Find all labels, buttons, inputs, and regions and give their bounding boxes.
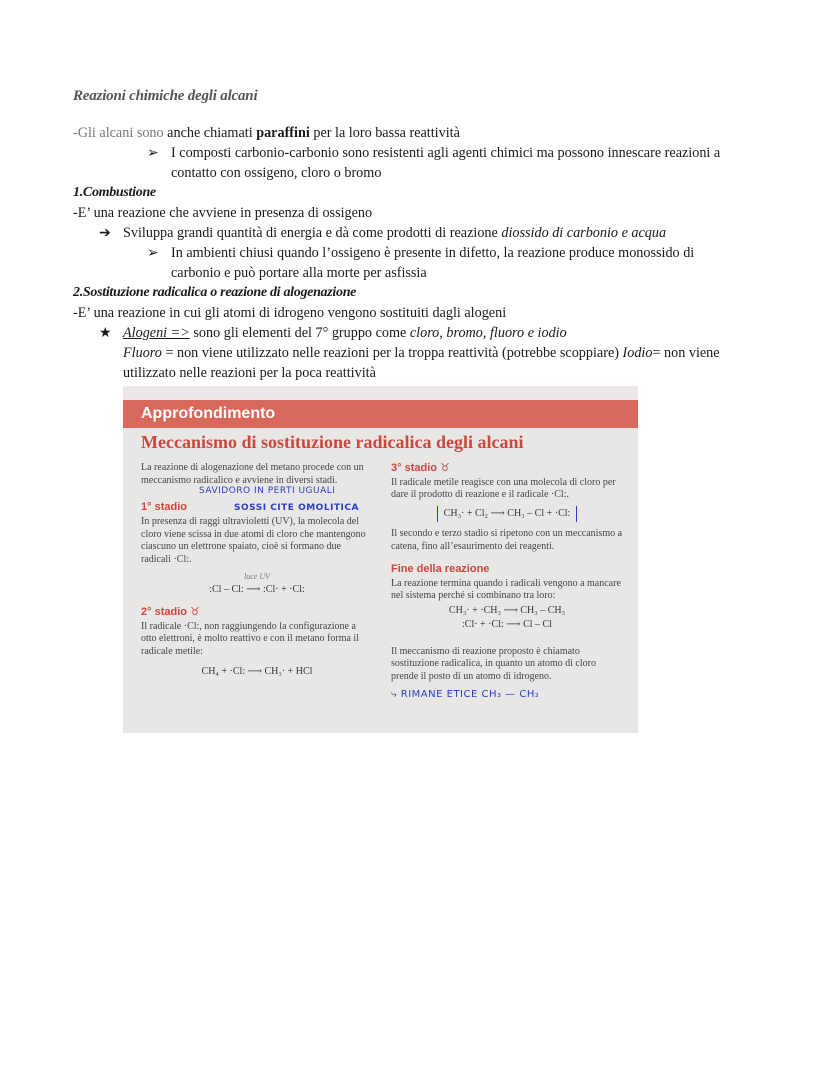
alogeni-line — [99, 323, 567, 343]
photo-band: Approfondimento — [123, 400, 638, 428]
stage2-text: Il radicale ·Cl:, non raggiungendo la configurazione a otto elettroni, è molto reattivo e con il metano forma il radicale metile: — [141, 620, 359, 657]
equation-5: :Cl· + ·Cl: ⟶ Cl – Cl — [462, 619, 552, 630]
intro-text1: anche chiamati — [163, 125, 257, 141]
stage1-label: 1° stadio — [141, 500, 187, 513]
photo-right-column — [391, 462, 623, 702]
end-heading: Fine della reazione — [391, 563, 490, 575]
equation-1-text: :Cl – Cl: ⟶ :Cl· + ·Cl: — [209, 583, 305, 595]
end-text: La reazione termina quando i radicali vengono a mancare nel sistema perché si combinano tra loro: — [391, 577, 621, 601]
alogeni-text: sono gli elementi del 7° gruppo come — [189, 325, 410, 341]
equation-3-wrapper — [391, 506, 623, 523]
textbook-photo — [123, 386, 638, 733]
alogeni-italic: cloro, bromo, fluoro e iodio — [409, 325, 567, 341]
section1-heading: 1.Combustione — [73, 185, 156, 200]
iodio-text: = non viene — [652, 345, 720, 361]
section2-heading: 2.Sostituzione radicalica o reazione di alogenazione — [73, 285, 357, 300]
section1-sub-line2: carbonio e può portare alla morte per asfissia — [171, 265, 427, 281]
equation-1 — [141, 571, 373, 596]
stage2-heading: 2° stadio ♉ — [141, 606, 200, 618]
arrow-bullet-icon: ➔ — [99, 225, 111, 241]
last-line: utilizzato nelle reazioni per la poca reattività — [123, 365, 376, 381]
section1-sub-text1: In ambienti chiusi quando l’ossigeno è presente in difetto, la reazione produce monossido di — [171, 245, 695, 261]
section2-line: -E’ una reazione in cui gli atomi di idrogeno vengono sostituiti dagli alogeni — [73, 305, 507, 321]
stage1-heading — [141, 501, 373, 515]
repeat-text: Il secondo e terzo stadio si ripetono con un meccanismo a catena, fino all’esaurimento dei reagenti. — [391, 528, 623, 552]
intro-prefix: -Gli alcani sono — [73, 125, 164, 141]
final-text: Il meccanismo di reazione proposto è chiamato sostituzione radicalica, in quanto un atomo di cloro prende il posto di un atomo di idrogeno. — [391, 645, 596, 682]
equation-1-label: luce UV — [244, 572, 270, 581]
stage3-text: Il radicale metile reagisce con una molecola di cloro per dare il prodotto di reazione e il radicale ·Cl:. — [391, 476, 616, 500]
intro-sub-line2: contatto con ossigeno, cloro o bromo — [171, 165, 382, 181]
equation-4: CH₃· + ·CH₃ ⟶ CH₃ – CH₃ — [448, 604, 566, 616]
handwritten-note-2: SOSSI CITE OMOLITICA — [234, 502, 359, 513]
intro-sub-line1 — [147, 143, 720, 163]
section1-point — [99, 223, 666, 243]
equation-2: CH₄ + ·Cl: ⟶ CH₃· + HCl — [201, 666, 313, 677]
stage3-heading: 3° stadio ♉ — [391, 462, 450, 474]
photo-top-strip — [123, 386, 638, 400]
intro-sub-text1: I composti carbonio-carbonio sono resistenti agli agenti chimici ma possono innescare reazioni a — [171, 145, 721, 161]
section1-line: -E’ una reazione che avviene in presenza di ossigeno — [73, 205, 373, 221]
photo-intro: La reazione di alogenazione del metano procede con un meccanismo radicalico e avviene in diversi stadi. — [141, 462, 364, 486]
section1-point-text: Sviluppa grandi quantità di energia e dà come prodotti di reazione — [123, 225, 502, 241]
intro-bold: paraffini — [256, 125, 310, 141]
iodio-label: Iodio — [622, 345, 653, 361]
intro-line — [73, 123, 460, 143]
fluoro-label: Fluoro — [123, 345, 162, 361]
stage1-text: In presenza di raggi ultravioletti (UV), la molecola del cloro viene scissa in due atomi di cloro che mantengono ciascuno un elettrone spaiato, cioè si formano due radicali ·Cl:. — [141, 516, 366, 565]
handwritten-note-1: SAVIDORO IN PERTI UGUALI — [199, 486, 336, 496]
photo-title: Meccanismo di sostituzione radicalica degli alcani — [141, 432, 524, 452]
alogeni-label: Alogeni => — [123, 325, 190, 341]
equation-3: CH₃· + Cl₂ ⟶ CH₃ – Cl + ·Cl: — [437, 506, 578, 523]
page-title: Reazioni chimiche degli alcani — [73, 88, 258, 104]
intro-text2: per la loro bassa reattività — [309, 125, 460, 141]
fluoro-line — [123, 343, 720, 363]
photo-left-column — [141, 462, 373, 683]
section1-point-italic: diossido di carbonio e acqua — [501, 225, 667, 241]
arrowhead-bullet-icon: ➢ — [147, 145, 159, 161]
fluoro-text: = non viene utilizzato nelle reazioni per la troppa reattività (potrebbe scoppiare) — [161, 345, 623, 361]
section1-sub-line1 — [147, 243, 694, 263]
handwritten-note-3: ⤷ RIMANE ETICE CH₃ — CH₂ — [391, 689, 540, 700]
star-bullet-icon: ★ — [99, 325, 112, 341]
arrowhead-bullet-icon: ➢ — [147, 245, 159, 261]
